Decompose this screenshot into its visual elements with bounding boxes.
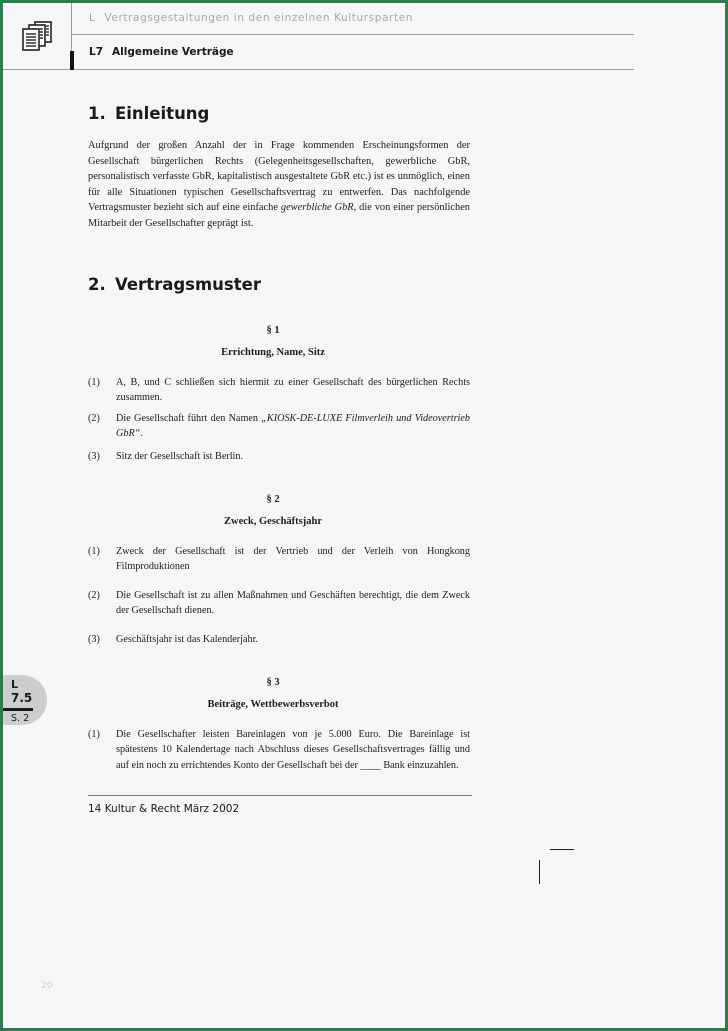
header-rule-bottom — [3, 69, 634, 70]
clause — [88, 727, 470, 773]
clause-text-b: . — [140, 428, 143, 440]
paragraph-symbol: § 3 — [266, 677, 280, 688]
tab-number: 7.5 — [11, 691, 33, 705]
clause — [88, 632, 470, 647]
clause-number: (3) — [88, 634, 100, 645]
clause-text: Geschäftsjahr ist das Kalenderjahr. — [116, 634, 259, 645]
clause-text: Die Gesellschaft ist zu allen Maßnahmen und Geschäften berechtigt, die dem Zweck der Gesellschaft dienen. — [116, 590, 470, 617]
clause-number: (1) — [88, 377, 100, 388]
paragraph-title: Zweck, Geschäftsjahr — [224, 516, 322, 527]
tab-page: S. 2 — [11, 713, 30, 724]
clause-number: (2) — [88, 413, 100, 424]
header-marker-bar — [70, 51, 74, 70]
chapter-title: Vertragsgestaltungen in den einzelnen Kultursparten — [104, 12, 414, 24]
clause-number: (3) — [88, 451, 100, 462]
chapter-heading — [89, 12, 413, 24]
footer-text: 14 Kultur & Recht März 2002 — [88, 803, 240, 815]
clause-text: A, B, und C schließen sich hiermit zu einer Gesellschaft des bürgerlichen Rechts zusammen. — [116, 377, 470, 404]
crop-mark-vertical — [539, 860, 540, 884]
clause — [88, 375, 470, 406]
section-heading — [89, 46, 234, 58]
clause — [88, 449, 470, 464]
side-tab — [3, 675, 47, 725]
paragraph-symbol: § 1 — [266, 325, 280, 336]
page-number: 20 — [41, 981, 53, 991]
paragraph-title: Errichtung, Name, Sitz — [221, 347, 325, 358]
crop-mark-horizontal — [550, 849, 574, 850]
header-rule-top — [71, 34, 634, 35]
chapter-number: L — [89, 12, 96, 24]
intro-text-em: gewerbliche GbR — [280, 202, 354, 214]
clause-text-em: „KIOSK-DE-LUXE Filmverleih und Videovertrieb GbR“ — [116, 413, 470, 440]
section-title: Allgemeine Verträge — [112, 46, 234, 58]
tab-letter: L — [11, 678, 19, 691]
tab-rule — [3, 708, 33, 711]
section-number: L7 — [89, 46, 103, 58]
footer-rule — [88, 795, 472, 796]
clause — [88, 411, 470, 442]
heading-einleitung — [88, 104, 209, 123]
heading-number: 2. — [88, 275, 106, 294]
clause-number: (1) — [88, 546, 100, 557]
clause-text — [116, 411, 470, 442]
clause-text-a: Die Gesellschaft führt den Namen — [116, 413, 262, 424]
paragraph-title: Beiträge, Wettbewerbsverbot — [207, 699, 339, 710]
clause-number: (2) — [88, 590, 100, 601]
heading-vertragsmuster — [88, 275, 261, 294]
heading-number: 1. — [88, 104, 106, 123]
paragraph-symbol: § 2 — [266, 494, 280, 505]
intro-text-a: Aufgrund der großen Anzahl der in Frage kommenden Erscheinungsformen der Gesellschaft bürgerlichen Rechts (Gelegenheitsgesellschaften, gewerbliche GbR, personalistisch verfasste GbR, kapitalistisch ausgestaltete GbR etc.) ist es unmöglich, einen für alle Situationen typischen Gesellschaftsvertrag zu entwerfen. Das nachfolgende Vertragsmuster bezieht sich auf eine einfache — [88, 140, 470, 214]
intro-paragraph — [88, 138, 470, 232]
documents-icon — [21, 21, 53, 51]
intro-text-b: , die von einer persönlichen Mitarbeit der Gesellschafter geprägt ist. — [88, 202, 471, 229]
clause-text: Die Gesellschafter leisten Bareinlagen von je 5.000 Euro. Die Bareinlage ist spätestens 10 Kalendertage nach Abschluss dieses Gesellschaftsvertrages fällig und auf ein noch zu errichtendes Konto der Gesellschaft bei der ____ Bank einzuzahlen. — [116, 729, 470, 771]
clause — [88, 544, 470, 575]
clause-text: Zweck der Gesellschaft ist der Vertrieb und der Verleih von Hongkong Filmproduktionen — [116, 546, 470, 573]
heading-title: Einleitung — [115, 104, 210, 123]
document-page — [3, 3, 725, 1028]
clause-text: Sitz der Gesellschaft ist Berlin. — [116, 451, 244, 462]
header-icon-box — [3, 3, 72, 69]
heading-title: Vertragsmuster — [115, 275, 261, 294]
clause — [88, 588, 470, 619]
clause-number: (1) — [88, 729, 100, 740]
